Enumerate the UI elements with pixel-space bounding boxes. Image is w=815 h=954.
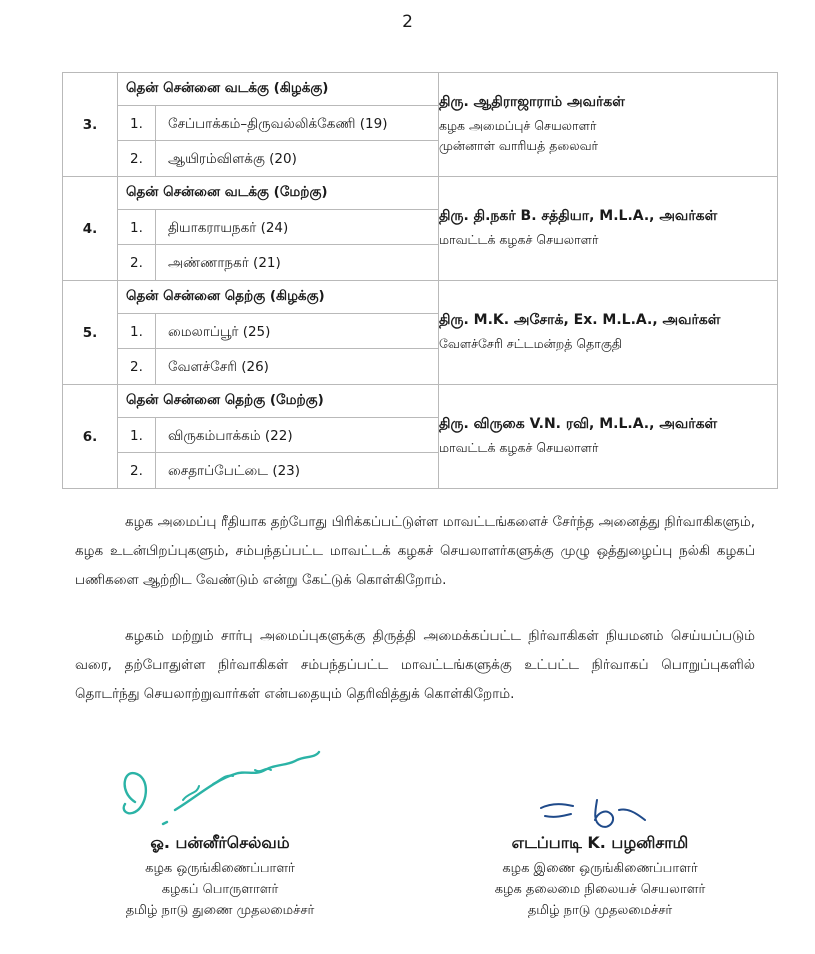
- constituency-number: 2.: [118, 349, 156, 384]
- constituency-number: 1.: [118, 210, 156, 244]
- signatory-right-name: எடப்பாடி K. பழனிசாமி: [511, 833, 689, 852]
- district-name: தென் சென்னை தெற்கு (கிழக்கு): [118, 281, 438, 314]
- constituency-row: [118, 210, 438, 245]
- constituency-number: 2.: [118, 141, 156, 176]
- secretary-cell: [439, 281, 778, 385]
- constituency-name: மைலாப்பூர் (25): [168, 324, 271, 340]
- constituency-name: அண்ணாநகர் (21): [168, 255, 281, 271]
- constituency-row: [118, 314, 438, 349]
- constituency-row: [118, 141, 438, 176]
- table-row: [63, 281, 778, 385]
- secretary-role: மாவட்டக் கழகச் செயலாளர்: [439, 231, 599, 247]
- secretary-name: திரு. ஆதிராஜாராம் அவர்கள்: [439, 93, 625, 110]
- constituency-name: சேப்பாக்கம்–திருவல்லிக்கேணி (19): [168, 116, 388, 132]
- constituency-row: [118, 453, 438, 488]
- signatory-left-role: கழகப் பொருளாளர்: [161, 882, 279, 897]
- constituency-row: [118, 349, 438, 384]
- constituency-number: 1.: [118, 418, 156, 452]
- secretary-role: முன்னாள் வாரியத் தலைவர்: [439, 137, 599, 153]
- secretary-cell: [439, 73, 778, 177]
- district-cell: [118, 177, 439, 281]
- district-cell: [118, 385, 439, 489]
- secretary-name: திரு. விருகை V.N. ரவி, M.L.A., அவர்கள்: [439, 415, 718, 432]
- secretary-role: வேளச்சேரி சட்டமன்றத் தொகுதி: [439, 335, 623, 351]
- paragraph-cooperation: கழக அமைப்பு ரீதியாக தற்போது பிரிக்கப்பட்டுள்ள மாவட்டங்களைச் சேர்ந்த அனைத்து நிர்வாகிகளும், கழக உடன்பிறப்புகளும், சம்பந்தப்பட்ட மாவட்டக் கழகச் செயலாளர்களுக்கு முழு ஒத்துழைப்பு நல்கி கழகப் பணிகளை ஆற்றிட வேண்டும் என்று கேட்டுக் கொள்கிறோம்.: [75, 514, 755, 588]
- secretary-cell: [439, 177, 778, 281]
- constituency-name: ஆயிரம்விளக்கு (20): [168, 151, 297, 167]
- district-cell: [118, 73, 439, 177]
- signatory-left-role: கழக ஒருங்கிணைப்பாளர்: [145, 861, 295, 876]
- secretary-role: கழக அமைப்புச் செயலாளர்: [439, 117, 597, 133]
- secretary-name: திரு. தி.நகர் B. சத்தியா, M.L.A., அவர்கள்: [439, 207, 718, 224]
- district-name: தென் சென்னை தெற்கு (மேற்கு): [118, 385, 438, 418]
- constituency-name: விருகம்பாக்கம் (22): [168, 428, 293, 444]
- signatory-right-role: தமிழ் நாடு முதலமைச்சர்: [527, 903, 673, 918]
- constituency-name: தியாகராயநகர் (24): [168, 220, 289, 236]
- signatory-right: [440, 833, 760, 921]
- signatory-right-role: கழக தலைமை நிலையச் செயலாளர்: [494, 882, 706, 897]
- constituency-number: 1.: [118, 314, 156, 348]
- table-row: [63, 177, 778, 281]
- district-table: [62, 72, 778, 489]
- constituency-row: [118, 245, 438, 280]
- constituency-number: 2.: [118, 245, 156, 280]
- signatory-left: [60, 833, 380, 921]
- district-number: 6.: [63, 385, 118, 489]
- page-number: 2: [402, 12, 413, 32]
- paragraph-continuation: கழகம் மற்றும் சார்பு அமைப்புகளுக்கு திருத்தி அமைக்கப்பட்ட நிர்வாகிகள் நியமனம் செய்யப்படும் வரை, தற்போதுள்ள நிர்வாகிகள் சம்பந்தப்பட்ட மாவட்டங்களுக்கு உட்பட்ட நிர்வாகப் பொறுப்புகளில் தொடர்ந்து செயலாற்றுவார்கள் என்பதையும் தெரிவித்துக் கொள்கிறோம்.: [75, 628, 755, 702]
- constituency-row: [118, 418, 438, 453]
- constituency-number: 1.: [118, 106, 156, 140]
- constituency-number: 2.: [118, 453, 156, 488]
- secretary-name: திரு. M.K. அசோக், Ex. M.L.A., அவர்கள்: [439, 311, 721, 328]
- district-name: தென் சென்னை வடக்கு (மேற்கு): [118, 177, 438, 210]
- constituency-name: வேளச்சேரி (26): [168, 359, 269, 375]
- constituency-row: [118, 106, 438, 141]
- table-row: [63, 385, 778, 489]
- district-cell: [118, 281, 439, 385]
- district-number: 3.: [63, 73, 118, 177]
- left-signature: [105, 740, 345, 840]
- signatory-right-role: கழக இணை ஒருங்கிணைப்பாளர்: [502, 861, 698, 876]
- district-number: 4.: [63, 177, 118, 281]
- secretary-cell: [439, 385, 778, 489]
- constituency-name: சைதாப்பேட்டை (23): [168, 463, 301, 479]
- secretary-role: மாவட்டக் கழகச் செயலாளர்: [439, 439, 599, 455]
- table-row: [63, 73, 778, 177]
- district-number: 5.: [63, 281, 118, 385]
- signatory-left-name: ஓ. பன்னீர்செல்வம்: [150, 833, 290, 852]
- district-name: தென் சென்னை வடக்கு (கிழக்கு): [118, 73, 438, 106]
- signatory-left-role: தமிழ் நாடு துணை முதலமைச்சர்: [125, 903, 315, 918]
